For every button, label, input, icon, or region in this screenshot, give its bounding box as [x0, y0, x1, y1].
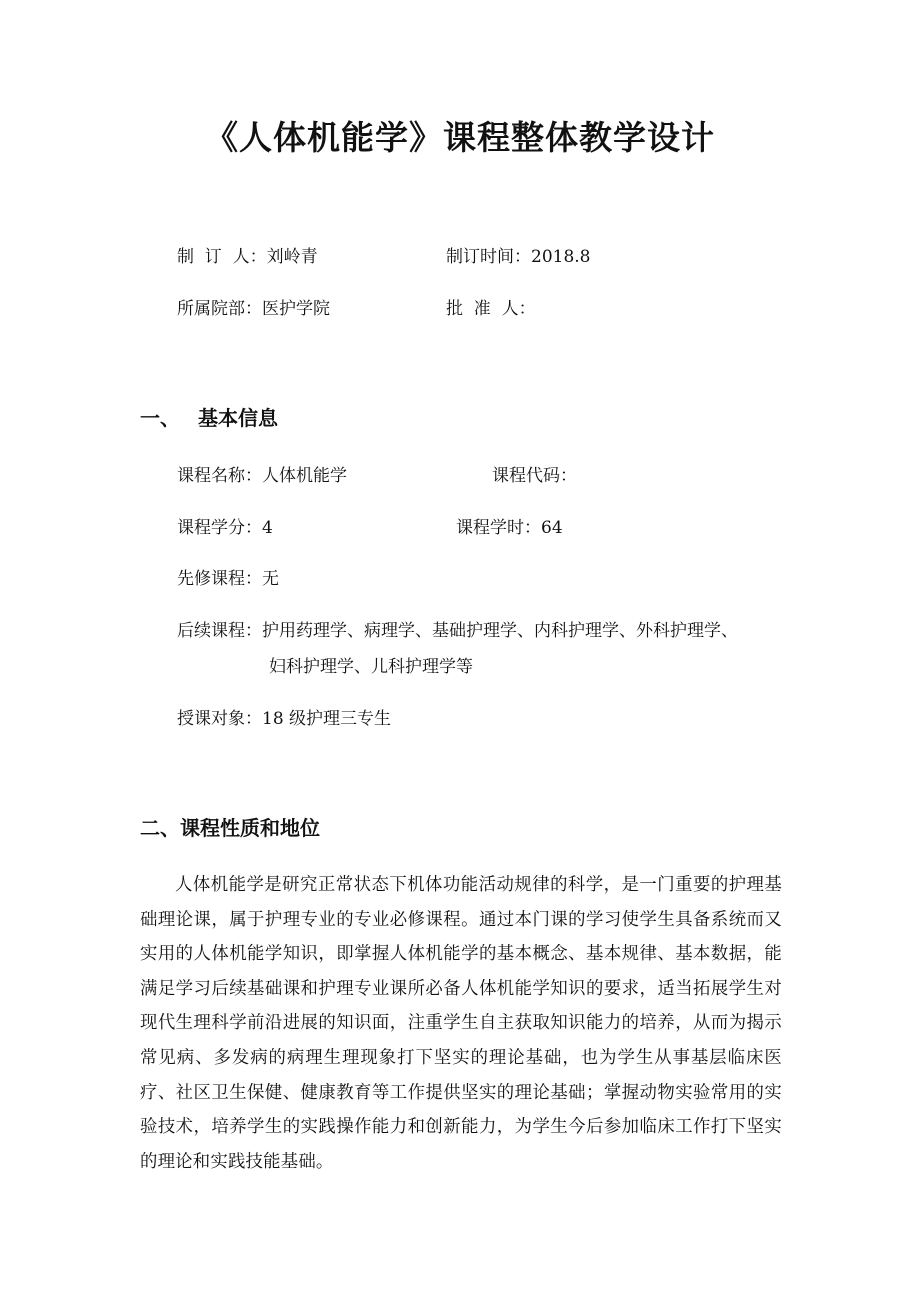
credits-value: 4 [262, 518, 273, 538]
section-title: 基本信息 [198, 406, 278, 430]
credits-row [177, 517, 273, 539]
hours-label: 课程学时： [456, 518, 541, 538]
author-label: 制 订 人： [177, 247, 267, 267]
dept-row [177, 298, 330, 320]
audience-value: 18 级护理三专生 [262, 709, 392, 729]
section-heading-course-nature: 二、课程性质和地位 [140, 816, 320, 840]
course-nature-paragraph: 人体机能学是研究正常状态下机体功能活动规律的科学，是一门重要的护理基础理论课，属于护理专业的专业必修课程。通过本门课的学习使学生具备系统而又实用的人体机能学知识，即掌握人体机能学的基本概念、基本规律、基本数据，能满足学习后续基础课和护理专业课所必备人体机能学知识的要求，适当拓展学生对现代生理科学前沿进展的知识面，注重学生自主获取知识能力的培养，从而为揭示常见病、多发病的病理生理现象打下坚实的理论基础，也为学生从事基层临床医疗、社区卫生保健、健康教育等工作提供坚实的理论基础；掌握动物实验常用的实验技术，培养学生的实践操作能力和创新能力，为学生今后参加临床工作打下坚实的理论和实践技能基础。 [140, 875, 782, 1172]
course-name-row [177, 465, 347, 487]
prereq-label: 先修课程： [177, 569, 262, 589]
approver-label: 批 准 人： [446, 299, 536, 319]
followup-value-line2: 妇科护理学、儿科护理学等 [269, 657, 473, 677]
prereq-value: 无 [262, 569, 279, 589]
section-heading-basic-info [140, 405, 278, 431]
dept-value: 医护学院 [262, 299, 330, 319]
document-title: 《人体机能学》课程整体教学设计 [205, 118, 715, 157]
dept-label: 所属院部： [177, 299, 262, 319]
course-name-value: 人体机能学 [262, 466, 347, 486]
course-code-label: 课程代码： [492, 466, 577, 486]
date-row [446, 246, 590, 268]
date-value: 2018.8 [531, 247, 591, 267]
followup-value-line1: 护用药理学、病理学、基础护理学、内科护理学、外科护理学、 [262, 621, 738, 641]
credits-label: 课程学分： [177, 518, 262, 538]
course-name-label: 课程名称： [177, 466, 262, 486]
hours-value: 64 [541, 518, 563, 538]
section-number: 一、 [140, 406, 180, 430]
followup-label: 后续课程： [177, 621, 262, 641]
hours-row [456, 517, 563, 539]
prereq-row [177, 568, 279, 590]
date-label: 制订时间： [446, 247, 531, 267]
followup-row [177, 620, 738, 642]
author-value: 刘岭青 [266, 247, 318, 267]
author-row [177, 246, 318, 268]
audience-label: 授课对象： [177, 709, 262, 729]
audience-row [177, 708, 391, 730]
